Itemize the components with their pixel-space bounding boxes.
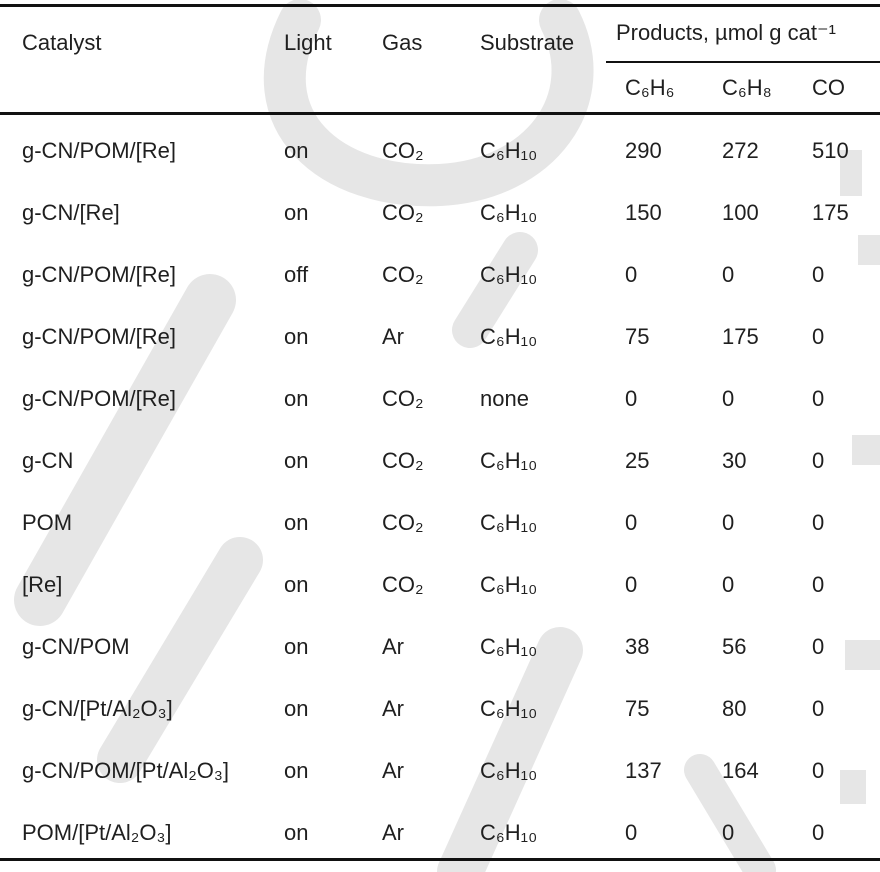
gas-cell: Ar [382, 820, 404, 845]
product-c6h8-cell: 164 [722, 758, 759, 783]
substrate-cell: C₆H₁₀ [480, 324, 538, 349]
substrate-cell: C₆H₁₀ [480, 510, 538, 535]
substrate-cell: C₆H₁₀ [480, 262, 538, 287]
catalyst-cell: [Re] [22, 572, 63, 597]
product-c6h8-cell: 0 [722, 510, 735, 535]
product-co-cell: 0 [812, 634, 825, 659]
product-c6h8-cell: 175 [722, 324, 759, 349]
product-c6h6-cell: 75 [625, 324, 650, 349]
product-co-cell: 0 [812, 386, 825, 411]
product-c6h6-cell: 0 [625, 510, 638, 535]
product-c6h6-cell: 0 [625, 820, 638, 845]
catalyst-cell: g-CN/POM/[Re] [22, 324, 177, 349]
product-co-cell: 0 [812, 262, 825, 287]
product-co-cell: 0 [812, 758, 825, 783]
substrate-cell: C₆H₁₀ [480, 820, 538, 845]
product-c6h6-cell: 38 [625, 634, 650, 659]
catalyst-cell: g-CN/[Re] [22, 200, 120, 225]
product-co-cell: 0 [812, 324, 825, 349]
product-c6h6-cell: 75 [625, 696, 650, 721]
substrate-cell: C₆H₁₀ [480, 200, 538, 225]
light-cell: on [284, 634, 309, 659]
header-product-c6h8: C₆H₈ [722, 75, 772, 100]
catalyst-cell: g-CN/POM/[Re] [22, 138, 177, 163]
catalyst-cell: POM/[Pt/Al₂O₃] [22, 820, 172, 845]
light-cell: on [284, 510, 309, 535]
product-c6h8-cell: 0 [722, 386, 735, 411]
header-product-c6h6: C₆H₆ [625, 75, 675, 100]
product-c6h6-cell: 25 [625, 448, 650, 473]
light-cell: off [284, 262, 309, 287]
gas-cell: Ar [382, 758, 404, 783]
catalyst-cell: g-CN/POM/[Re] [22, 262, 177, 287]
substrate-cell: C₆H₁₀ [480, 696, 538, 721]
header-products: Products, µmol g cat⁻¹ [616, 20, 836, 45]
product-c6h8-cell: 0 [722, 820, 735, 845]
product-co-cell: 0 [812, 572, 825, 597]
product-c6h8-cell: 30 [722, 448, 747, 473]
product-c6h8-cell: 0 [722, 572, 735, 597]
gas-cell: Ar [382, 324, 404, 349]
table-header-rule [0, 112, 880, 115]
product-c6h8-cell: 80 [722, 696, 747, 721]
product-c6h6-cell: 137 [625, 758, 662, 783]
header-substrate: Substrate [480, 30, 575, 55]
substrate-cell: C₆H₁₀ [480, 138, 538, 163]
product-c6h8-cell: 272 [722, 138, 759, 163]
product-co-cell: 510 [812, 138, 849, 163]
product-co-cell: 0 [812, 510, 825, 535]
product-c6h6-cell: 0 [625, 262, 638, 287]
catalyst-cell: g-CN/POM/[Re] [22, 386, 177, 411]
product-c6h8-cell: 0 [722, 262, 735, 287]
substrate-cell: none [480, 386, 529, 411]
light-cell: on [284, 696, 309, 721]
catalyst-cell: POM [22, 510, 73, 535]
product-c6h8-cell: 100 [722, 200, 759, 225]
light-cell: on [284, 324, 309, 349]
substrate-cell: C₆H₁₀ [480, 448, 538, 473]
light-cell: on [284, 200, 309, 225]
gas-cell: CO₂ [382, 200, 424, 225]
light-cell: on [284, 820, 309, 845]
product-co-cell: 0 [812, 820, 825, 845]
product-c6h6-cell: 0 [625, 572, 638, 597]
header-catalyst: Catalyst [22, 30, 102, 55]
table-top-rule [0, 4, 880, 7]
gas-cell: CO₂ [382, 386, 424, 411]
light-cell: on [284, 386, 309, 411]
gas-cell: Ar [382, 696, 404, 721]
gas-cell: CO₂ [382, 572, 424, 597]
header-product-co: CO [812, 75, 845, 100]
substrate-cell: C₆H₁₀ [480, 758, 538, 783]
products-subheader-rule [606, 61, 880, 63]
gas-cell: CO₂ [382, 262, 424, 287]
gas-cell: CO₂ [382, 448, 424, 473]
substrate-cell: C₆H₁₀ [480, 634, 538, 659]
product-co-cell: 0 [812, 696, 825, 721]
substrate-cell: C₆H₁₀ [480, 572, 538, 597]
light-cell: on [284, 448, 309, 473]
product-c6h8-cell: 56 [722, 634, 747, 659]
product-co-cell: 175 [812, 200, 849, 225]
product-c6h6-cell: 290 [625, 138, 662, 163]
light-cell: on [284, 758, 309, 783]
catalyst-cell: g-CN/POM [22, 634, 130, 659]
catalyst-cell: g-CN/[Pt/Al₂O₃] [22, 696, 173, 721]
product-co-cell: 0 [812, 448, 825, 473]
header-gas: Gas [382, 30, 423, 55]
light-cell: on [284, 572, 309, 597]
gas-cell: CO₂ [382, 138, 424, 163]
catalyst-cell: g-CN [22, 448, 74, 473]
gas-cell: Ar [382, 634, 404, 659]
product-c6h6-cell: 0 [625, 386, 638, 411]
catalyst-cell: g-CN/POM/[Pt/Al₂O₃] [22, 758, 229, 783]
gas-cell: CO₂ [382, 510, 424, 535]
header-light: Light [284, 30, 332, 55]
table-bottom-rule [0, 858, 880, 861]
product-c6h6-cell: 150 [625, 200, 662, 225]
light-cell: on [284, 138, 309, 163]
